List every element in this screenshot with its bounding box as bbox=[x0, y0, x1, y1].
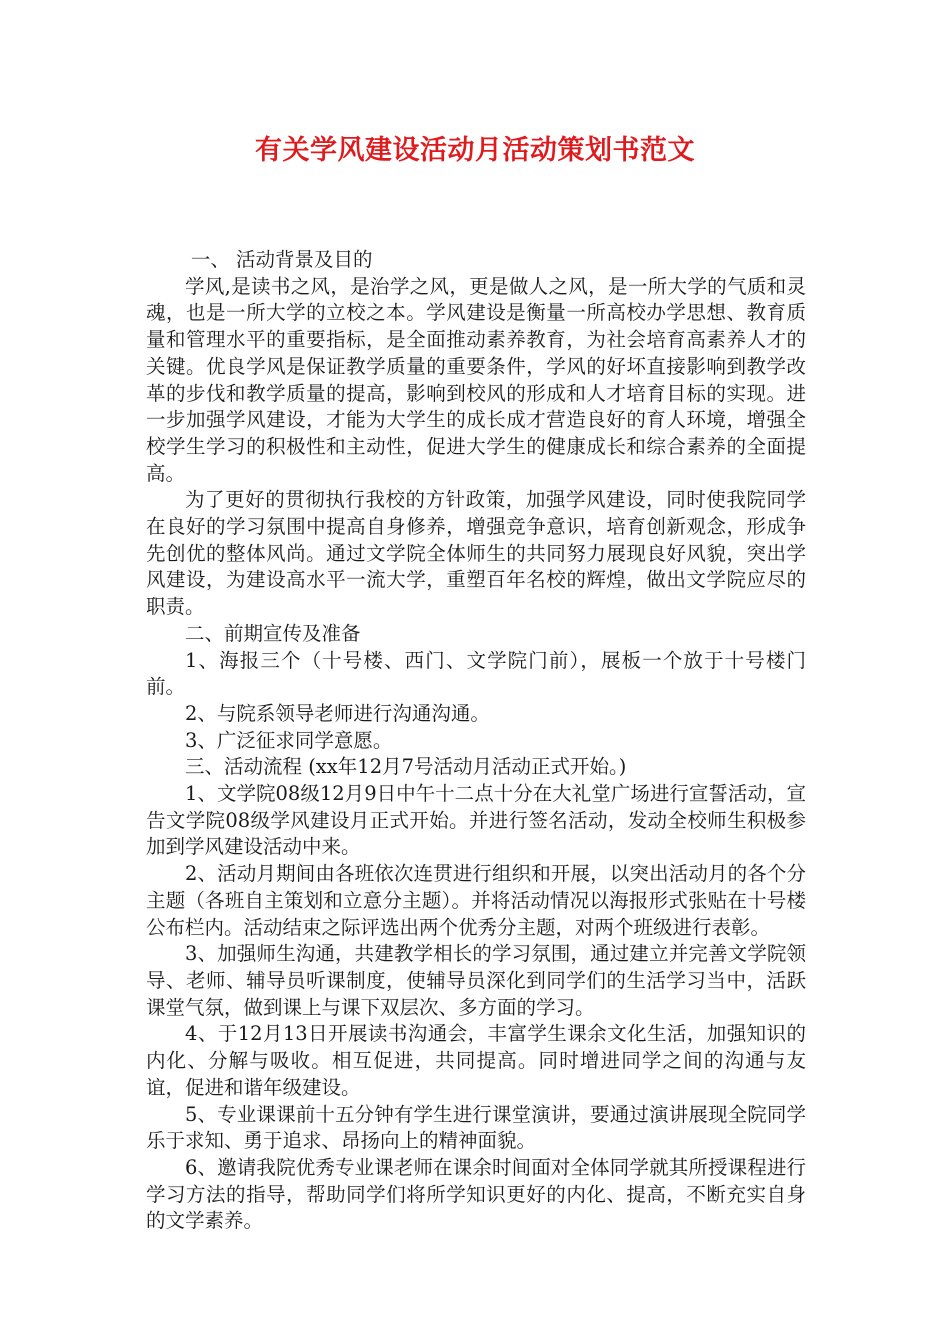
list-item-communication: 2、与院系领导老师进行沟通沟通。 bbox=[185, 701, 490, 725]
paragraph-purpose: 为了更好的贯彻执行我校的方针政策，加强学风建设，同时使我院同学在良好的学习氛围中提高自身修养，增强竞争意识，培育创新观念，形成争先创优的整体风尚。通过文学院全体师生的共同努力展现良好风貌，突出学风建设，为建设高水平一流大学，重塑百年名校的辉煌，做出文学院应尽的职责。 bbox=[146, 488, 806, 619]
list-item-reading-meeting: 4、于12月13日开展读书沟通会，丰富学生课余文化生活，加强知识的内化、分解与吸收。相互促进，共同提高。同时增进同学之间的沟通与友谊，促进和谐年级建设。 bbox=[146, 1022, 806, 1099]
list-item-oath: 1、文学院08级12月9日中午十二点十分在大礼堂广场进行宣誓活动，宣告文学院08级学风建设月正式开始。并进行签名活动，发动全校师生积极参加到学风建设活动中来。 bbox=[146, 782, 806, 859]
list-item-opinions: 3、广泛征求同学意愿。 bbox=[185, 728, 393, 752]
section-heading-process: 三、活动流程 (xx年12月7号活动月活动正式开始。) bbox=[185, 755, 627, 779]
paragraph-study-style: 学风,是读书之风，是治学之风，更是做人之风，是一所大学的气质和灵魂，也是一所大学的立校之本。学风建设是衡量一所高校办学思想、教育质量和管理水平的重要指标，是全面推动素养教育，为社会培育高素养人才的关键。优良学风是保证教学质量的重要条件，学风的好坏直接影响到教学改革的步伐和教学质量的提高，影响到校风的形成和人才培育目标的实现。进一步加强学风建设，才能为大学生的成长成才营造良好的育人环境，增强全校学生学习的积极性和主动性，促进大学生的健康成长和综合素养的全面提高。 bbox=[146, 274, 806, 485]
list-item-class-speech: 5、专业课课前十五分钟有学生进行课堂演讲，要通过演讲展现全院同学乐于求知、勇于追求、昂扬向上的精神面貌。 bbox=[146, 1102, 806, 1153]
section-heading-background: 一、 活动背景及目的 bbox=[190, 248, 373, 271]
list-item-teacher-student: 3、加强师生沟通，共建教学相长的学习氛围，通过建立并完善文学院领导、老师、辅导员听课制度，使辅导员深化到同学们的生活学习当中，活跃课堂气氛，做到课上与课下双层次、多方面的学习。 bbox=[146, 942, 806, 1019]
list-item-teacher-guidance: 6、邀请我院优秀专业课老师在课余时间面对全体同学就其所授课程进行学习方法的指导，帮助同学们将所学知识更好的内化、提高，不断充实自身的文学素养。 bbox=[146, 1155, 806, 1233]
document-title: 有关学风建设活动月活动策划书范文 bbox=[255, 135, 695, 166]
list-item-class-activities: 2、活动月期间由各班依次连贯进行组织和开展，以突出活动月的各个分主题（各班自主策划和立意分主题）。并将活动情况以海报形式张贴在十号楼公布栏内。活动结束之际评选出两个优秀分主题，对两个班级进行表彰。 bbox=[146, 862, 806, 939]
section-heading-preparation: 二、前期宣传及准备 bbox=[185, 621, 361, 645]
document-body bbox=[146, 247, 806, 1235]
list-item-posters: 1、海报三个（十号楼、西门、文学院门前），展板一个放于十号楼门前。 bbox=[146, 648, 806, 699]
